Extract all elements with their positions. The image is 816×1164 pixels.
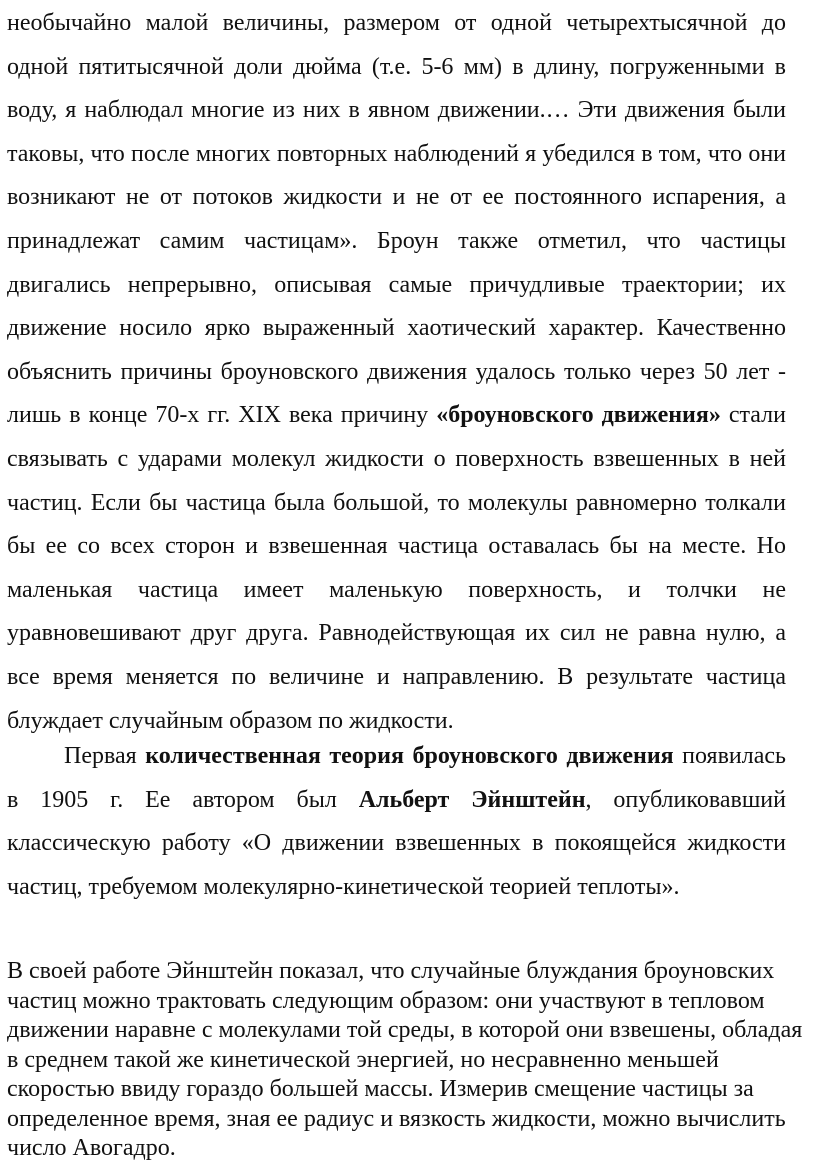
paragraph-text: Первая [64,743,146,769]
bold-term-quantitative-theory: количественная теория броуновского движения [145,743,674,769]
paragraph-einstein-result: В своей работе Эйнштейн показал, что случайные блуждания броуновских частиц можно трактовать следующим образом: они участвуют в тепловом движении наравне с молекулами той среды, в которой они взвешены, обладая в среднем такой же кинетической энергией, но несравненно меньшей скоростью ввиду гораздо большей массы. Измерив смещение частицы за определенное время, зная ее радиус и вязкость жидкости, можно вычислить число Авогадро. [7,958,803,1161]
paragraph-text: стали связывать с ударами молекул жидкости о поверхность взвешенных в ней частиц. Если бы частица была большой, то молекулы равномерно толкали бы ее со всех сторон и взвешенная частица оставалась бы на месте. Но маленькая частица имеет маленькую поверхность, и толчки не уравновешивают друг друга. Равнодействующая их сил не равна нулю, а все время меняется по величине и направлению. В результате частица блуждает случайным образом по жидкости. [7,402,786,734]
paragraph-text: , опубликовавший классическую работу «О движении взвешенных в покоящейся жидкости частиц, требуемом молекулярно-кинетической теорией теплоты». [7,786,786,900]
paragraph-brownian-observation [7,2,786,743]
bold-term-brownian-motion: «броуновского движения» [436,402,721,429]
paragraph-einstein-theory [7,735,786,909]
bold-name-einstein: Альберт Эйнштейн [358,786,586,813]
paragraph-text: необычайно малой величины, размером от одной четырехтысячной до одной пятитысячной доли дюйма (т.е. 5-6 мм) в длину, погруженными в воду, я наблюдал многие из них в явном движении.… Эти движения были таковы, что после многих повторных наблюдений я убедился в том, что они возникают не от потоков жидкости и не от ее постоянного испарения, а принадлежат самим частицам». Броун также отметил, что частицы двигались непрерывно, описывая самые причудливые траектории; их движение носило ярко выраженный хаотический характер. Качественно объяснить причины броуновского движения удалось только через 50 лет - лишь в конце 70-х гг. XIX века причину [7,10,786,429]
paragraph-text: появилась в 1905 г. Ее автором был [7,743,786,813]
